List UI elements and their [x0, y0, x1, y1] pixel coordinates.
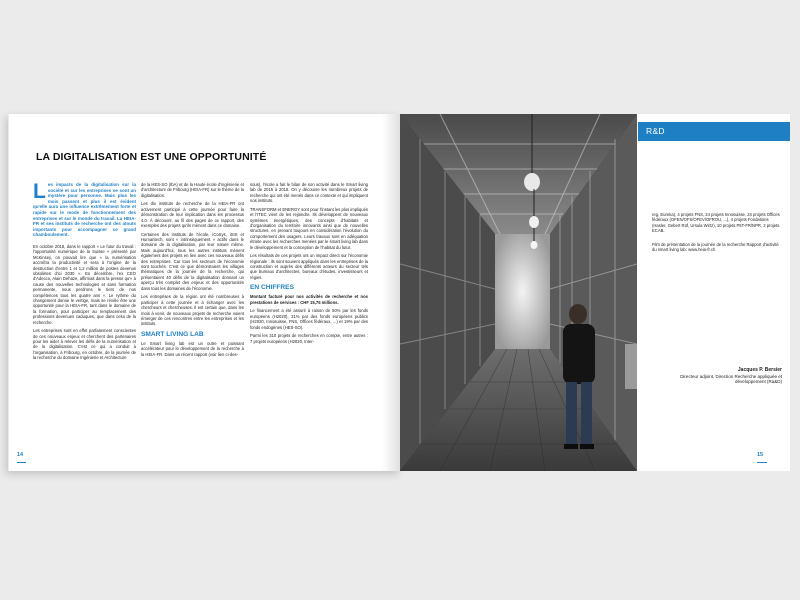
footer-rule — [757, 462, 767, 463]
link-paragraph: Film de présentation de la journée de la recherche Rapport d'activité du smart living lab: www.heia-fr.ch — [652, 241, 779, 253]
body-paragraph: Les résultats de ces projets ont un impact direct sur l'économie régionale : ils sont souvent appliqués dans les entreprises de la construction et auprès des différents acteurs du secteur tels que bureaux d'architectes, bureaux d'études, investisseurs et régies. — [250, 253, 368, 280]
signature-name: Jacques P. Bersier — [737, 367, 782, 373]
body-paragraph: Les entreprises de la région ont été nombreuses à participer à cette journée et à échanger avec les chercheurs et chercheuses. Il est certain que, dans les mois à venir, de nouveaux projets de recherche voient émerger de ces rencontres entre les entreprises et les instituts. — [141, 294, 244, 327]
banner-label: R&D — [646, 126, 665, 136]
page-number: 14 — [17, 452, 24, 458]
body-paragraph: Certaines des instituts de l'école, iCoSys, iSIS et Humantech, sont « intrinsèquement » actifs dans le domaine de la digitalisation, par leur nature même. Mais aujourd'hui, tous les autres instituts mènent également des projets en lien avec ces nouveaux défis des entreprises. Car tous les secteurs de l'économie sont touchés. C'est ce que démontraient les villages thématiques de la journée de la recherche, qui présentaient 40 défis de la digitalisation donnant un aperçu très complet des enjeux et des opportunités dans tous les domaines de l'économie. — [141, 231, 244, 291]
intro-text: es impacts de la digitalisation sur la société et sur les entreprises ne sont un mystère pour personne. Mais plus les mois passent et plus il est évident qu'elle aura une influence extrêmement forte et rapide sur le mode de fonctionnement des entreprises et sur le monde du travail. La HEIA-FR et ses instituts de recherche ont des atouts importants pour accompagner ce grand chamboulement. — [33, 182, 136, 238]
page-title: LA DIGITALISATION EST UNE OPPORTUNITÉ — [36, 151, 267, 163]
body-paragraph: Parmi les 310 projets de recherches en compte, entre autres : 7 projets européens (H2020, Inter- — [250, 333, 368, 344]
page-number: 15 — [757, 452, 764, 458]
column-2 — [141, 182, 244, 360]
column-3 — [250, 182, 368, 347]
right-column — [652, 212, 782, 256]
signature-role: Directeur adjoint, Direction Recherche appliquée et développement (Ra&D) — [680, 373, 782, 385]
body-paragraph: Le Smart living lab est un outre et puissant accélérateur pour le développement de la recherche à la HEIA-FR. Dans un récent rapport (voir lien ci-des- — [141, 340, 244, 357]
section-heading: EN CHIFFRES — [250, 284, 294, 292]
gutter-shadow — [382, 114, 400, 471]
body-paragraph: sous), l'école a fait le bilan de son activité dans le Smart living lab de 2015 à 2018. On y découvre les nombreux projets de recherche qui ont été menés dans ce contexte et qui impliquent nos instituts. — [250, 182, 368, 204]
body-paragraph: de la HES-SO (IbA) et de la Haute école d'ingénierie et d'architecture de Fribourg (HEIA-FR) sur le thème de la digitalisation. — [141, 182, 244, 198]
corridor-illustration — [400, 114, 637, 471]
right-page — [400, 114, 790, 471]
body-paragraph: Les dix instituts de recherche de la HEIA-FR ont activement participé à cette journée pour faire la démonstration de leur implication dans les processus 4.0. À découvrir, au fil des pages de ce rapport, des exemples des projets qu'ils mènent dans ce domaine. — [141, 201, 244, 229]
section-banner — [638, 122, 790, 141]
footer-rule — [17, 462, 26, 463]
column-1 — [33, 182, 136, 364]
body-paragraph: Le financement a été assuré à raison de 50% par les fonds européens (H2020), 31% par des fonds européens publics (H2020, Innosuisse, FNS, Offices fédéraux, ...) et 19% par des fonds endogènes (HES-SO). — [250, 308, 368, 330]
body-paragraph: TRANSFORM et ENERGY sont pour l'instant les plus impliqués et l'ITEC vient de les rejoindre. Ils développent de nouveaux systèmes énergétiques, des concepts d'habitats et d'organisation du territoire innovants ainsi que de nouvelles structures, en prenant toujours en considération l'évolution du comportement des usagers. Leurs travaux sont en adéquation étroite avec les recherches menées par le smart living lab dans le développement et la conception de l'habitat du futur. — [250, 206, 369, 250]
body-paragraph: Montant facturé pour nos activités de recherche et nos prestations de services : CHF 15,75 millions. — [250, 294, 368, 305]
body-paragraph: Les entreprises sont en effet parfaitement conscientes de ces nouveaux enjeux et cherchent des partenaires pour les aider à relever les défis de la numérisation et de la digitalisation. C'est ce qui a conduit à l'organisation, à Fribourg, en octobre, de la journée de la recherche du domaine Ingénierie et Architecture — [33, 328, 136, 361]
intro-paragraph — [33, 182, 136, 238]
body-paragraph: En octobre 2018, dans le rapport « Le futur du travail : l'opportunité numérique de la Suisse » présenté par McKinsey, on pouvait lire que « la numérisation accroîtra la productivité et sera à l'origine de la destruction d'entre 1 et 1,2 million de postes devenus obsolètes d'ici 2030 ». En décembre, l'ex CEO d'Adecco, Alain Dehaze, affirmait dans la presse qu'« à cause des nouvelles technologies et sans formation permanente, nous perdrons le tiers de nos compétences tous les quatre ans ». Le rythme du changement donne le vertige, mais se révèle être une opportunité pour la HEIA-FR, tant dans le domaine de la formation, pour participer au remplacement des professions devenues caduques, que dans celui de la recherche. — [33, 243, 136, 325]
left-page — [9, 114, 400, 471]
drop-cap: L — [33, 180, 46, 203]
section-heading: SMART LIVING LAB — [141, 330, 204, 338]
body-paragraph: reg, Eureka), 4 projets FNS, 24 projets Innosuisse, 24 projets Offices fédéraux (OFEN/OFS/OFEV/OFROU, ...), 4 projets Fondations (Hasler, Gebert Rüf, Ursula Wirtz), 10 projets P5T-FR/NPR, 2 projets ECAB. — [652, 212, 780, 234]
corridor-photo — [400, 114, 637, 471]
signature-block — [652, 368, 782, 385]
